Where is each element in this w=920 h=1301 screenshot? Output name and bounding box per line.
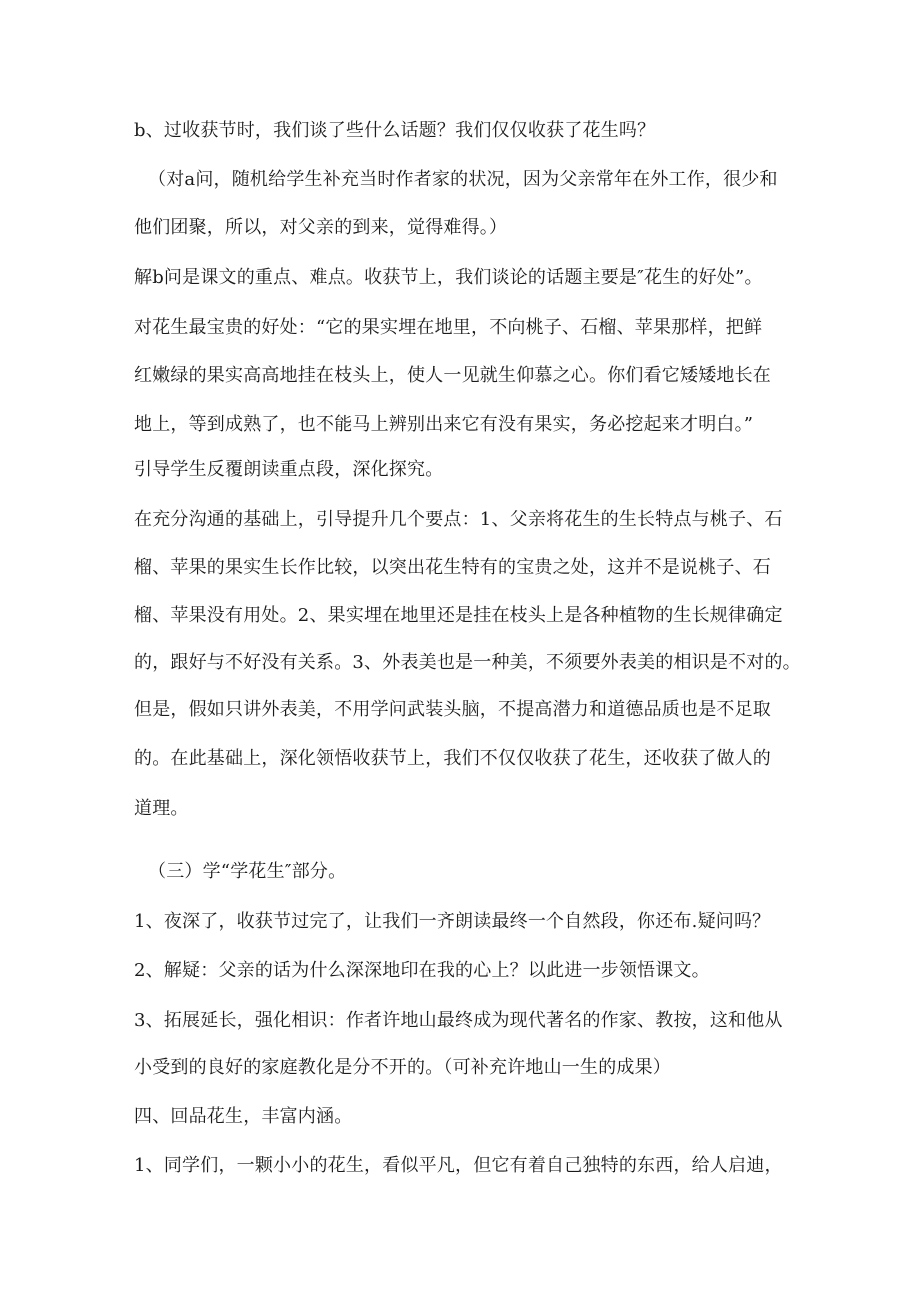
text-line: 但是，假如只讲外表美，不用学问武装头脑，不提高潜力和道德品质也是不足取 <box>134 699 771 720</box>
text-line: 1、夜深了，收获节过完了，让我们一齐朗读最终一个自然段，你还布.疑问吗？ <box>134 911 771 932</box>
text-line: 道理。 <box>134 798 189 819</box>
text-line: 红嫩绿的果实高高地挂在枝头上，使人一见就生仰慕之心。你们看它矮矮地长在 <box>134 365 771 386</box>
text-line: 小受到的良好的家庭教化是分不开的。（可补充许地山一生的成果） <box>134 1057 671 1078</box>
section-heading: （三）学“学花生″部分。 <box>148 861 347 882</box>
text-line: 1、同学们，一颗小小的花生，看似平凡，但它有着自己独特的东西，给人启迪， <box>134 1155 783 1176</box>
text-line: 的。在此基础上，深化领悟收获节上，我们不仅仅收获了花生，还收获了做人的 <box>134 748 771 769</box>
text-line: 2、解疑：父亲的话为什么深深地印在我的心上？以此进一步领悟课文。 <box>134 960 710 981</box>
section-heading: 四、回品花生，丰富内涵。 <box>134 1106 353 1127</box>
text-line: 引导学生反覆朗读重点段，深化探究。 <box>134 459 444 480</box>
text-line: 解b问是课文的重点、难点。收获节上，我们谈论的话题主要是″花生的好处”。 <box>134 267 763 288</box>
text-line: 的，跟好与不好没有关系。3、外表美也是一种美，不须要外表美的相识是不对的。 <box>134 652 801 673</box>
text-line: 地上，等到成熟了，也不能马上辨别出来它有没有果实，务必挖起来才明白。” <box>134 414 754 435</box>
text-line: 3、拓展延长，强化相识：作者许地山最终成为现代著名的作家、教按，这和他从 <box>134 1010 783 1031</box>
text-line: 在充分沟通的基础上，引导提升几个要点：1、父亲将花生的生长特点与桃子、石 <box>134 509 783 530</box>
text-line: 对花生最宝贵的好处：“它的果实埋在地里，不向桃子、石榴、苹果那样，把鲜 <box>134 317 763 338</box>
text-line: 榴、苹果的果实生长作比较，以突出花生特有的宝贵之处，这并不是说桃子、石 <box>134 557 771 578</box>
text-line: （对a问，随机给学生补充当时作者家的状况，因为父亲常年在外工作，很少和 <box>148 169 778 190</box>
text-line: 他们团聚，所以，对父亲的到来，觉得难得。） <box>134 217 508 238</box>
text-line: b、过收获节时，我们谈了些什么话题？我们仅仅收获了花生吗？ <box>134 120 656 141</box>
text-line: 榴、苹果没有用处。2、果实埋在地里还是挂在枝头上是各种植物的生长规律确定 <box>134 605 783 626</box>
